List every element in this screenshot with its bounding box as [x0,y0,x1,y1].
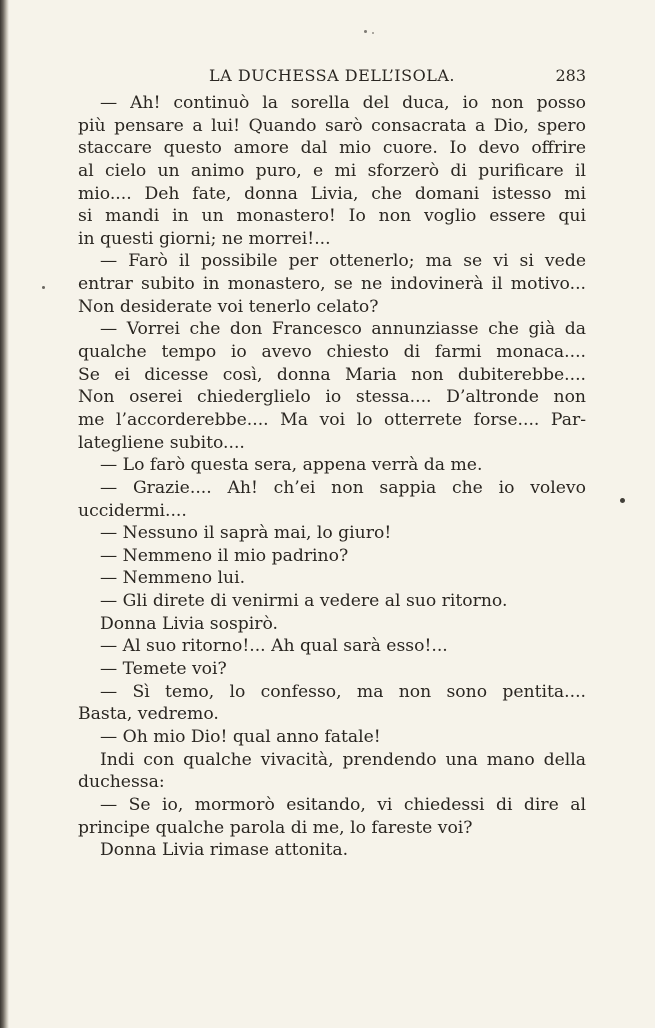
body-text [78,92,586,862]
page-binding-edge [0,0,9,1028]
text-line: Indi con qualche vivacità, prendendo una mano della [100,749,586,770]
text-line: — Oh mio Dio! qual anno fatale! [100,726,381,747]
text-line: — Nessuno il saprà mai, lo giuro! [100,523,392,544]
ink-speck-left [42,286,45,289]
text-line: uccidermi.... [78,500,187,521]
text-line: duchessa: [78,772,165,793]
ink-speck-top [364,30,367,33]
text-line: Donna Livia sospirò. [100,613,279,634]
text-line: — Al suo ritorno!... Ah qual sarà esso!... [100,636,448,657]
text-line: — Nemmeno lui. [100,568,246,589]
text-line: — Temete voi? [100,659,227,680]
text-line: — Gli direte di venirmi a vedere al suo ritorno. [100,591,508,612]
text-line: Donna Livia rimase attonita. [100,840,349,861]
page-number: 283 [555,66,586,85]
text-line: Se ei dicesse così, donna Maria non dubiterebbe.... [78,364,586,385]
text-line: — Sì temo, lo confesso, ma non sono pentita.... [100,681,586,702]
text-line: qualche tempo io avevo chiesto di farmi monaca.... [78,342,586,363]
text-line: si mandi in un monastero! Io non voglio essere qui [78,206,586,227]
text-line: in questi giorni; ne morrei!... [78,228,331,249]
text-line: mio.... Deh fate, donna Livia, che domani istesso mi [78,183,586,204]
text-line: al cielo un animo puro, e mi sforzerò di purificare il [78,160,586,181]
text-line: entrar subito in monastero, se ne indovinerà il motivo... [78,274,586,295]
text-line: Non oserei chiederglielo io stessa.... D’altronde non [78,387,586,408]
text-line: — Lo farò questa sera, appena verrà da me. [100,455,483,476]
text-line: — Ah! continuò la sorella del duca, io non posso [100,93,586,113]
text-line: — Nemmeno il mio padrino? [100,545,349,566]
text-line: più pensare a lui! Quando sarò consacrata a Dio, spero [78,115,586,136]
text-line: lategliene subito.... [78,432,245,453]
text-line: — Se io, mormorò esitando, vi chiedessi di dire al [100,794,586,815]
text-line: — Farò il possibile per ottenerlo; ma se vi si vede [100,251,586,272]
text-line: principe qualche parola di me, lo fareste voi? [78,817,473,838]
running-title: LA DUCHESSA DELL’ISOLA. [209,66,455,85]
text-line: staccare questo amore dal mio cuore. Io devo offrire [78,138,586,159]
text-line: — Vorrei che don Francesco annunziasse che già da [100,319,586,340]
text-line: me l’accorderebbe.... Ma voi lo otterrete forse.... Par- [78,409,586,430]
text-line: — Grazie.... Ah! ch’ei non sappia che io volevo [100,477,586,498]
ink-speck-right [620,498,625,503]
page-header [78,66,586,92]
text-line: Basta, vedremo. [78,704,219,725]
ink-speck-top-2 [372,32,374,34]
text-line: Non desiderate voi tenerlo celato? [78,296,379,317]
